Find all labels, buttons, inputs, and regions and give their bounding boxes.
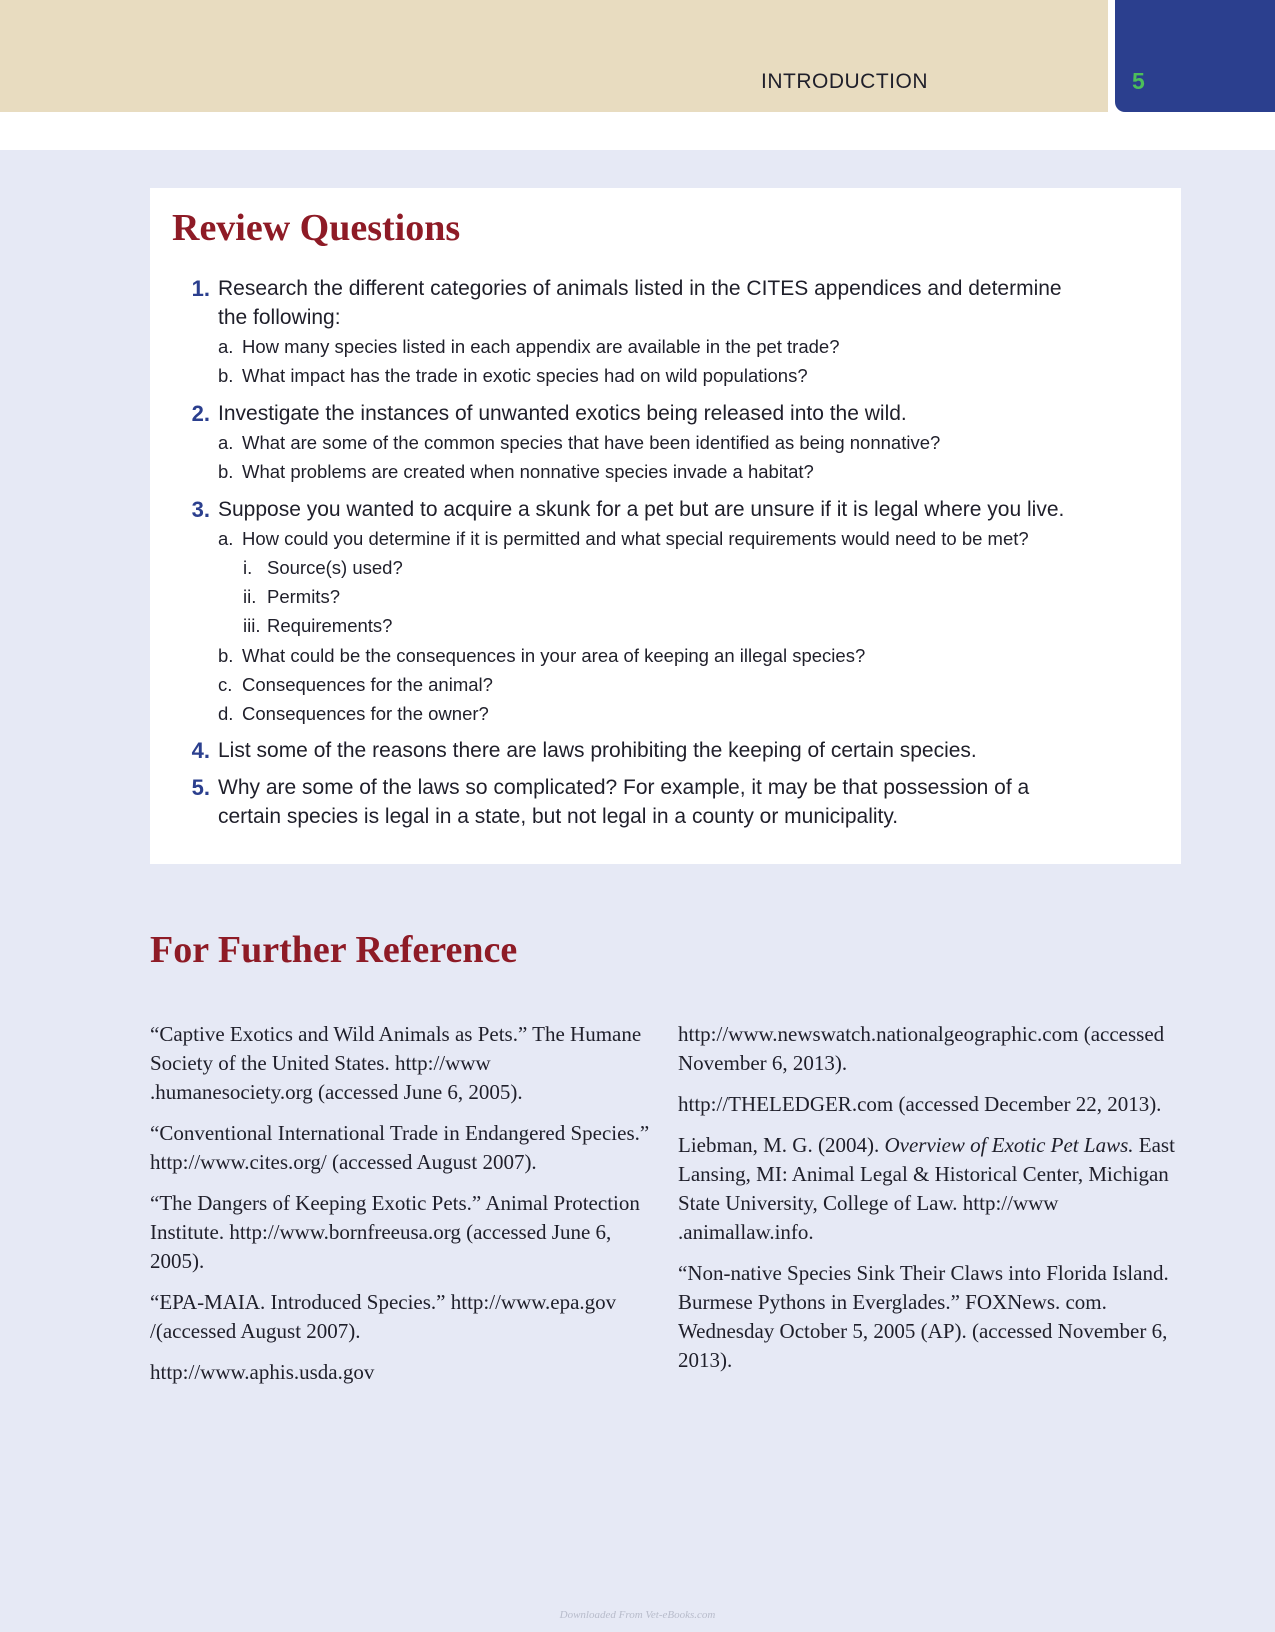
question-number: 1.: [191, 276, 210, 301]
page-number-tab: [1115, 0, 1275, 112]
sub-label: a.: [218, 336, 234, 357]
reference-entry: http://www.newswatch.nationalgeographic.com (accessed November 6, 2013).: [678, 1022, 1165, 1075]
sub-text: Consequences for the owner?: [242, 703, 489, 724]
reference-entry: “Non-native Species Sink Their Claws into Florida Island. Burmese Pythons in Everglades.” FOXNews. com. Wednesday October 5, 2005 (AP). (accessed November 6, 2013).: [678, 1261, 1169, 1372]
sub-text: What problems are created when nonnative species invade a habitat?: [242, 461, 814, 482]
question-text: Investigate the instances of unwanted exotics being released into the wild.: [218, 402, 907, 425]
question-number: 5.: [191, 775, 210, 800]
sub-label: iii.: [243, 615, 261, 636]
reference-entry: “EPA-MAIA. Introduced Species.” http://www.epa.gov /(accessed August 2007).: [150, 1290, 617, 1343]
question-number: 3.: [191, 497, 210, 522]
sub-text: Requirements?: [267, 615, 393, 636]
sub-label: a.: [218, 528, 234, 549]
reference-entry: “Conventional International Trade in Endangered Species.” http://www.cites.org/ (accessed August 2007).: [150, 1121, 650, 1174]
reference-entry: http://THELEDGER.com (accessed December 22, 2013).: [678, 1092, 1162, 1116]
reference-entry-liebman: [678, 1131, 1198, 1247]
review-questions-heading: Review Questions: [172, 207, 461, 249]
running-header-title: INTRODUCTION: [761, 70, 928, 93]
page-number: 5: [1132, 68, 1145, 94]
question-number: 2.: [191, 401, 210, 426]
question-text: List some of the reasons there are laws prohibiting the keeping of certain species.: [218, 739, 977, 762]
reference-text: Liebman, M. G. (2004).: [678, 1133, 885, 1157]
sub-text: Permits?: [267, 586, 340, 607]
sub-label: i.: [243, 557, 253, 578]
review-questions-box: [150, 188, 1181, 864]
reference-entry: http://www.aphis.usda.gov: [150, 1360, 375, 1384]
question-text: Suppose you wanted to acquire a skunk for a pet but are unsure if it is legal where you live.: [218, 498, 1065, 521]
sub-text: Source(s) used?: [267, 557, 403, 578]
sub-text: What impact has the trade in exotic species had on wild populations?: [242, 365, 808, 386]
sub-text: How could you determine if it is permitted and what special requirements would need to be met?: [242, 528, 1029, 549]
sub-label: d.: [218, 703, 234, 724]
reference-column-right: [678, 1020, 1198, 1387]
sub-label: a.: [218, 432, 234, 453]
sub-text: What could be the consequences in your area of keeping an illegal species?: [242, 645, 866, 666]
question-text: Research the different categories of animals listed in the CITES appendices and determine the following:: [218, 277, 1062, 329]
further-reference-heading: For Further Reference: [150, 929, 518, 971]
reference-entry: “The Dangers of Keeping Exotic Pets.” Animal Protection Institute. http://www.bornfreeusa.org (accessed June 6, 2005).: [150, 1191, 640, 1273]
sub-text: Consequences for the animal?: [242, 674, 493, 695]
sub-label: b.: [218, 645, 234, 666]
sub-text: How many species listed in each appendix are available in the pet trade?: [242, 336, 840, 357]
sub-label: ii.: [243, 586, 257, 607]
reference-text: East Lansing, MI: Animal Legal & Historical Center, Michigan State University, College of Law. http://www .animallaw.info.: [678, 1133, 1175, 1244]
sub-text: What are some of the common species that have been identified as being nonnative?: [242, 432, 941, 453]
reference-column-left: [150, 1020, 650, 1399]
question-text: Why are some of the laws so complicated? For example, it may be that possession of a certain species is legal in a state, but not legal in a county or municipality.: [218, 776, 1030, 828]
question-number: 4.: [191, 738, 210, 763]
sub-label: b.: [218, 365, 234, 386]
sub-label: b.: [218, 461, 234, 482]
reference-entry: “Captive Exotics and Wild Animals as Pets.” The Humane Society of the United States. http://www .humanesociety.org (accessed June 6, 2005).: [150, 1022, 642, 1104]
reference-title: Overview of Exotic Pet Laws.: [884, 1133, 1134, 1157]
sub-label: c.: [218, 674, 233, 695]
header-band: [0, 0, 1108, 112]
download-watermark: Downloaded From Vet-eBooks.com: [559, 1609, 716, 1621]
